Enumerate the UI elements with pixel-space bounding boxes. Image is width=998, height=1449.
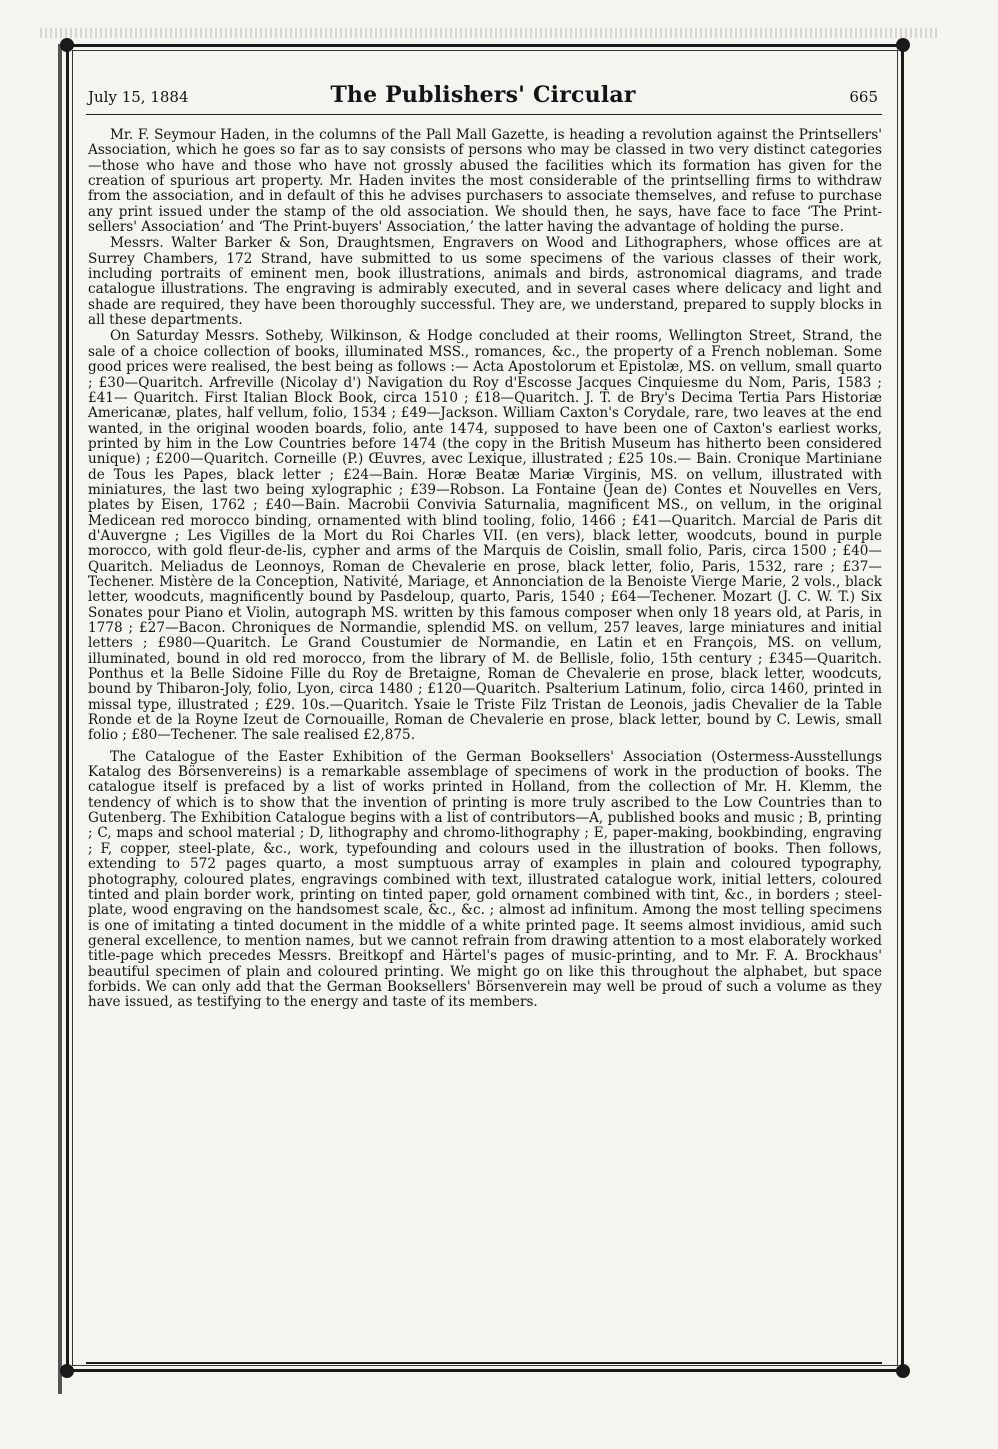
header-rule — [86, 114, 882, 115]
page-number: 665 — [849, 88, 878, 106]
article-body — [88, 128, 882, 1011]
binding-edge — [58, 44, 62, 1394]
corner-ornament — [896, 38, 910, 52]
issue-date: July 15, 1884 — [88, 88, 189, 106]
paragraph-sotheby-sale: On Saturday Messrs. Sotheby, Wilkinson, & Hodge concluded at their rooms, Wellington Street, Strand, the sale of a choice collection of books, illuminated MSS., romances, &c., the property of a French nobleman. Some good prices were realised, the best being as follows :— Acta Apostolorum et Epistolæ, MS. on vellum, small quarto ; £30—Quaritch. Arfreville (Nicolay d') Navigation du Roy d'Escosse Jacques Cinquiesme du Nom, Paris, 1583 ; £41— Quaritch. First Italian Block Book, circa 1510 ; £18—Quaritch. J. T. de Bry's Decima Tertia Pars Historiæ Americanæ, plates, half vellum, folio, 1534 ; £49—Jackson. William Caxton's Corydale, rare, two leaves at the end wanted, in the original wooden boards, folio, ante 1474, supposed to have been one of Caxton's earliest works, printed by him in the Low Countries before 1474 (the copy in the British Museum has hitherto been considered unique) ; £200—Quaritch. Corneille (P.) Œuvres, avec Lexique, illustrated ; £25 10s.— Bain. Cronique Martiniane de Tous les Papes, black letter ; £24—Bain. Horæ Beatæ Mariæ Virginis, MS. on vellum, illustrated with miniatures, the last two being xylographic ; £39—Robson. La Fontaine (Jean de) Contes et Nouvelles en Vers, plates by Eisen, 1762 ; £40—Bain. Macrobii Convivia Saturnalia, magnificent MS., on vellum, in the original Medicean red morocco binding, ornamented with blind tooling, folio, 1466 ; £41—Quaritch. Marcial de Paris dit d'Auvergne ; Les Vigilles de la Mort du Roi Charles VII. (en vers), black letter, woodcuts, bound in purple morocco, with gold fleur-de-lis, cypher and arms of the Marquis de Coislin, small folio, Paris, circa 1500 ; £40—Quaritch. Meliadus de Leonnoys, Roman de Chevalerie en prose, black letter, folio, Paris, 1532, rare ; £37— Techener. Mistère de la Conception, Nativité, Mariage, et Annonciation de la Benoiste Vierge Marie, 2 vols., black letter, woodcuts, magnificently bound by Pasdeloup, quarto, Paris, 1540 ; £64—Techener. Mozart (J. C. W. T.) Six Sonates pour Piano et Violin, autograph MS. written by this famous composer when only 18 years old, at Paris, in 1778 ; £27—Bacon. Chroniques de Normandie, splendid MS. on vellum, 257 leaves, large miniatures and initial letters ; £980—Quaritch. Le Grand Coustumier de Normandie, en Latin et en François, MS. on vellum, illuminated, bound in old red morocco, from the library of M. de Bellisle, folio, 15th century ; £345—Quaritch. Ponthus et la Belle Sidoine Fille du Roy de Bretaigne, Roman de Chevalerie en prose, black letter, woodcuts, bound by Thibaron-Joly, folio, Lyon, circa 1480 ; £120—Quaritch. Psalterium Latinum, folio, circa 1460, printed in missal type, illustrated ; £29. 10s.—Quaritch. Ysaie le Triste Filz Tristan de Leonois, jadis Chevalier de la Table Ronde et de la Royne Izeut de Cornouaille, Roman de Chevalerie en prose, black letter, bound by C. Lewis, small folio ; £80—Techener. The sale realised £2,875. — [88, 328, 882, 744]
corner-ornament — [896, 1364, 910, 1378]
print-smudge — [40, 28, 940, 38]
publication-title: The Publishers' Circular — [330, 82, 636, 108]
corner-ornament — [60, 38, 74, 52]
footer-rule — [86, 1362, 882, 1364]
paragraph-catalogue: The Catalogue of the Easter Exhibition of the German Booksellers' Association (Ostermess-Ausstellungs Katalog des Börsenvereins) is a remarkable assemblage of specimens of work in the production of books. The catalogue itself is prefaced by a list of works printed in Holland, from the collection of Mr. H. Klemm, the tendency of which is to show that the invention of printing is more truly ascribed to the Low Countries than to Gutenberg. The Exhibition Catalogue begins with a list of contributors—A, published books and music ; B, printing ; C, maps and school material ; D, lithography and chromo-lithography ; E, paper-making, bookbinding, engraving ; F, copper, steel-plate, &c., work, typefounding and colours used in the illustration of books. Then follows, extending to 572 pages quarto, a most sumptuous array of examples in plain and coloured typography, photography, coloured plates, engravings combined with text, illustrated catalogue work, initial letters, coloured tinted and plain border work, printing on tinted paper, gold ornament combined with tint, &c., in borders ; steel-plate, wood engraving on the handsomest scale, &c., &c. ; almost ad infinitum. Among the most telling specimens is one of imitating a tinted document in the middle of a white printed page. It seems almost invidious, amid such general excellence, to mention names, but we cannot refrain from drawing attention to a most elaborately worked title-page which precedes Messrs. Breitkopf and Härtel's pages of music-printing, and to Mr. F. A. Brockhaus' beautiful specimen of plain and coloured printing. We might go on like this throughout the alphabet, but space forbids. We can only add that the German Booksellers' Börsenverein may well be proud of such a volume as they have issued, as testifying to the energy and taste of its members. — [88, 748, 882, 1011]
paragraph-barker: Messrs. Walter Barker & Son, Draughtsmen, Engravers on Wood and Lithographers, whose offices are at Surrey Chambers, 172 Strand, have submitted to us some specimens of the various classes of their work, including portraits of eminent men, book illustrations, animals and birds, astronomical diagrams, and trade catalogue illustrations. The engraving is admirably executed, and in several cases where delicacy and light and shade are required, they have been thoroughly successful. They are, we understand, prepared to supply blocks in all these departments. — [88, 235, 882, 329]
corner-ornament — [60, 1364, 74, 1378]
paragraph-haden: Mr. F. Seymour Haden, in the columns of the Pall Mall Gazette, is heading a revolution against the Printsellers' Association, which he goes so far as to say consists of persons who may be classed in two very distinct categories—those who have and those who have not grossly abused the facilities which its formation has given for the creation of spurious art property. Mr. Haden invites the most considerable of the printselling firms to withdraw from the association, and in default of this he advises purchasers to associate themselves, and refuse to purchase any print issued under the stamp of the old association. We should then, he says, have face to face ‘The Print-sellers' Association’ and ‘The Print-buyers' Association,’ the latter having the advantage of holding the purse. — [88, 127, 882, 236]
page-header — [88, 82, 878, 112]
